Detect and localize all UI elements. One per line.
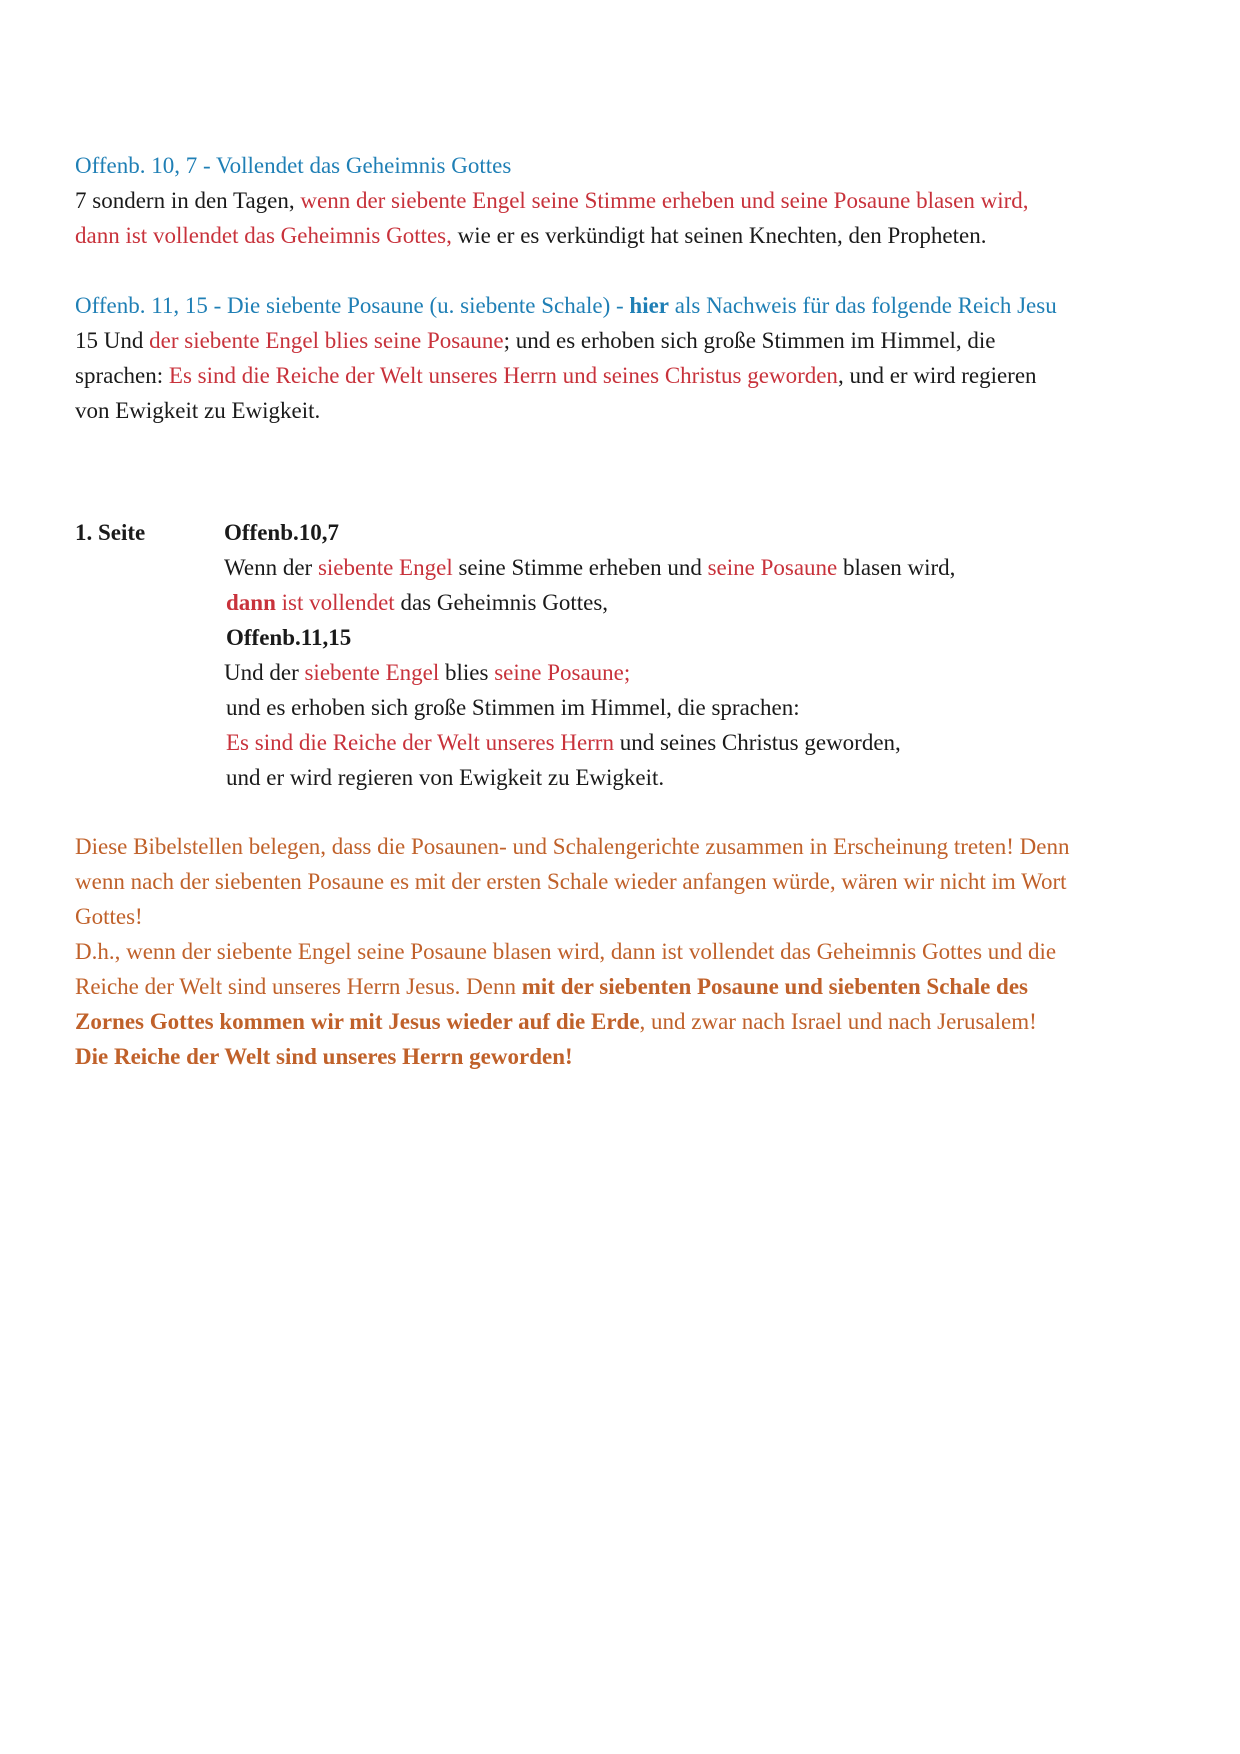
highlight-text: siebente Engel [317,555,453,580]
conclusion-p2-line1: D.h., wenn der siebente Engel seine Posaune blasen wird, dann ist vollendet das Geheimnis Gottes und die [75,939,1057,964]
seite-block [75,515,1175,795]
section2-line3: von Ewigkeit zu Ewigkeit. [75,398,321,423]
seite-row5 [224,725,955,760]
highlight-text: seine Posaune [707,555,838,580]
seite-ref1: Offenb.10,7 [224,520,339,545]
plain-text: blasen wird, [837,555,956,580]
seite-row4: und es erhoben sich große Stimmen im Himmel, die sprachen: [226,695,800,720]
conclusion-p1-line3: Gottes! [75,904,143,929]
document-page [75,148,1175,1074]
highlight-text: Es sind die Reiche der Welt unseres Herrn [226,730,614,755]
conclusion-p2-line4: Die Reiche der Welt sind unseres Herrn geworden! [75,1044,573,1069]
seite-row1 [224,550,955,585]
conclusion-text: Reiche der Welt sind unseres Herrn Jesus. Denn [75,974,522,999]
plain-text: seine Stimme erheben und [452,555,708,580]
plain-text: Wenn der [224,555,318,580]
highlight-text: Es sind die Reiche der Welt unseres Herrn und seines Christus geworden [168,363,838,388]
conclusion-p2-line3 [75,1004,1175,1039]
plain-text: sprachen: [75,363,169,388]
verse-number-text: 7 sondern in den Tagen, [75,188,301,213]
seite-body [224,515,955,795]
conclusion-bold-text: Zornes Gottes kommen wir mit Jesus wieder auf die Erde [75,1009,640,1034]
highlight-text: der siebente Engel blies seine Posaune [149,328,504,353]
conclusion-p1-line2: wenn nach der siebenten Posaune es mit der ersten Schale wieder anfangen würde, wären wir nicht im Wort [75,869,1067,894]
seite-ref2: Offenb.11,15 [226,625,352,650]
section-offenb-10-7 [75,148,1175,253]
seite-row2 [224,585,955,620]
highlight-text: wenn der siebente Engel seine Stimme erheben und seine Posaune blasen wird, [300,188,1029,213]
conclusion-p2-line2 [75,969,1175,1004]
plain-text: wie er es verkündigt hat seinen Knechten, den Propheten. [451,223,987,248]
highlight-text: ist vollendet [275,590,395,615]
highlight-text: siebente Engel [304,660,440,685]
section1-heading: Offenb. 10, 7 - Vollendet das Geheimnis Gottes [75,153,512,178]
highlight-text: dann ist vollendet das Geheimnis Gottes, [75,223,452,248]
section2-line2 [75,358,1175,393]
heading-text: als Nachweis für das folgende Reich Jesu [669,293,1057,318]
highlight-bold-text: dann [226,590,276,615]
conclusion-bold-text: mit der siebenten Posaune und siebenten Schale des [521,974,1029,999]
section1-line1 [75,183,1175,218]
plain-text: , und er wird regieren [837,363,1037,388]
plain-text: das Geheimnis Gottes, [394,590,609,615]
conclusion-text: , und zwar nach Israel und nach Jerusalem! [639,1009,1037,1034]
seite-label: 1. Seite [75,520,146,545]
seite-row6: und er wird regieren von Ewigkeit zu Ewigkeit. [226,765,665,790]
heading-emphasis: hier [629,293,670,318]
plain-text: Und der [224,660,305,685]
conclusion-p1-line1: Diese Bibelstellen belegen, dass die Posaunen- und Schalengerichte zusammen in Erscheinung treten! Denn [75,834,1070,859]
highlight-text: seine Posaune; [494,660,631,685]
plain-text: 15 Und [75,328,150,353]
conclusion-block [75,829,1175,1074]
section-offenb-11-15 [75,288,1175,428]
plain-text: und seines Christus geworden, [613,730,901,755]
section2-line1 [75,323,1175,358]
section1-line2 [75,218,1175,253]
plain-text: blies [439,660,495,685]
heading-text: Offenb. 11, 15 - Die siebente Posaune (u. siebente Schale) - [75,293,630,318]
section2-heading [75,288,1175,323]
seite-row3 [224,655,955,690]
plain-text: ; und es erhoben sich große Stimmen im Himmel, die [503,328,996,353]
